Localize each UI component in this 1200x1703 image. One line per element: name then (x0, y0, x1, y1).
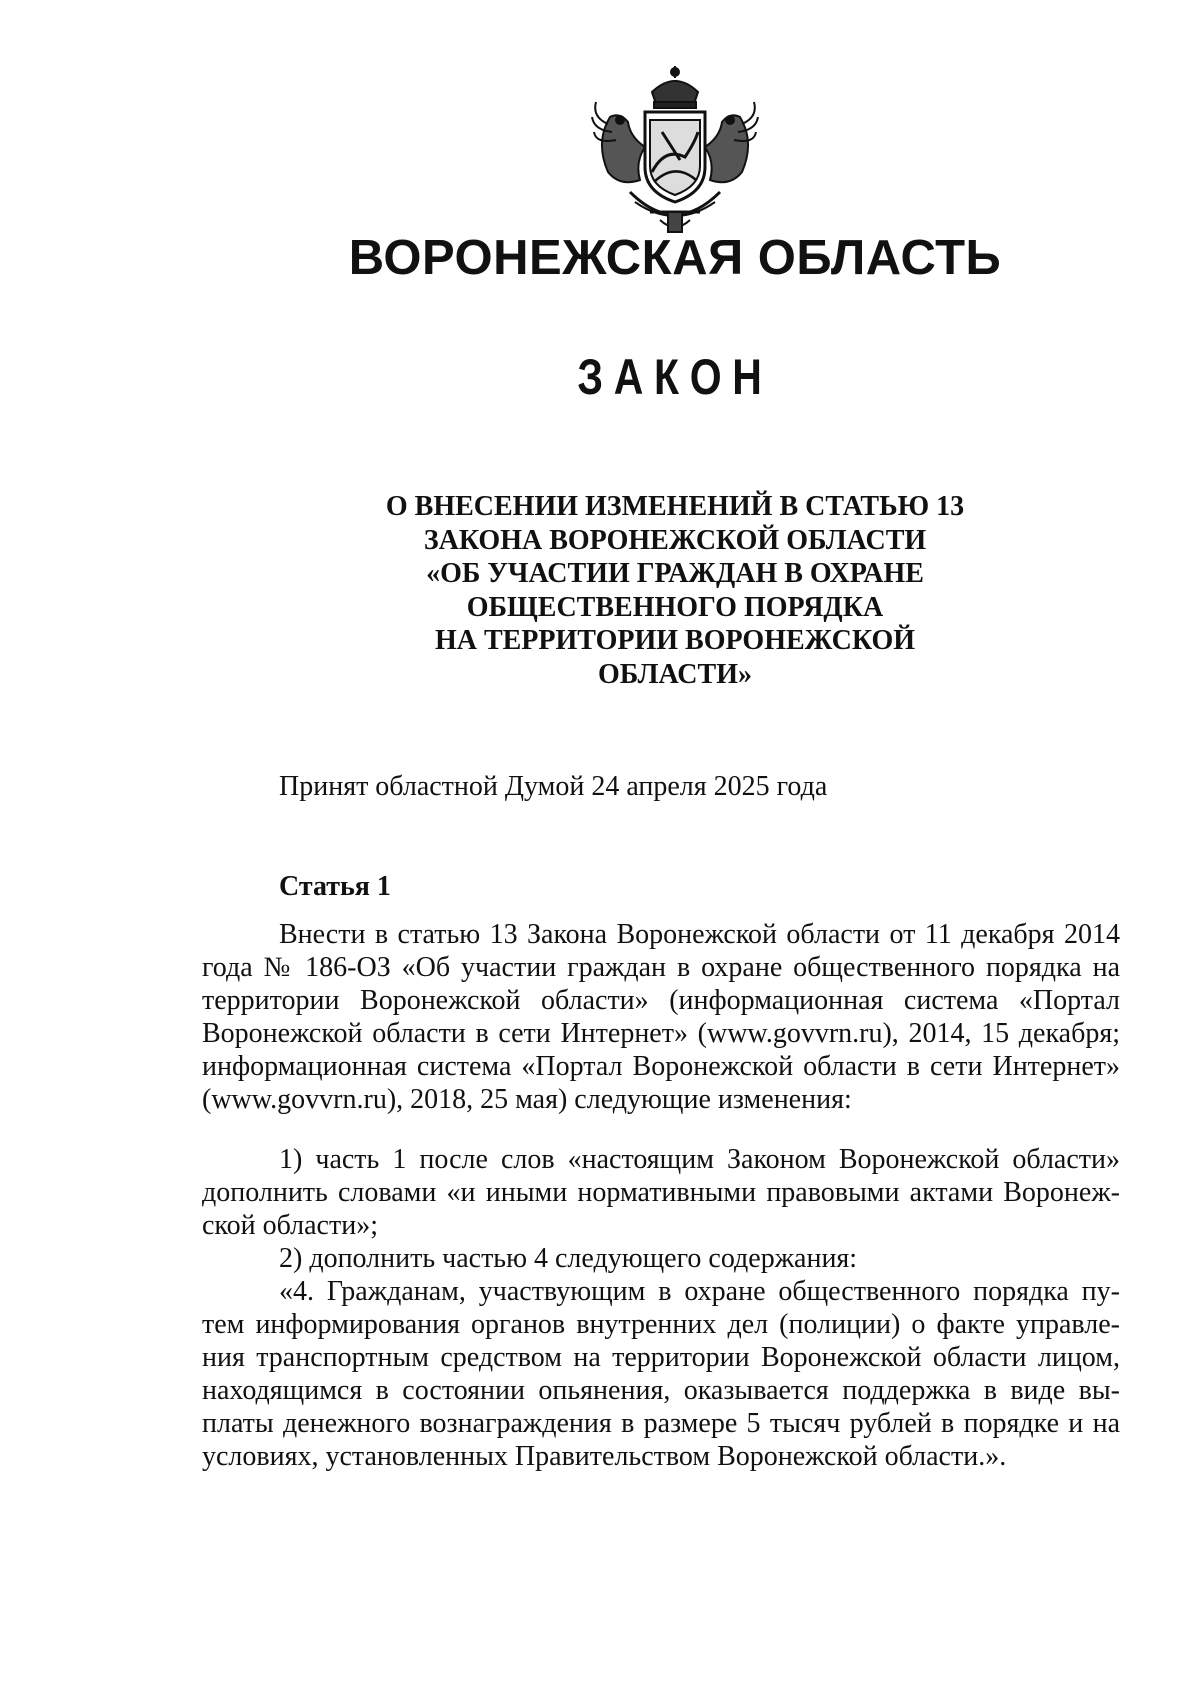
law-title-line: «ОБ УЧАСТИИ ГРАЖДАН В ОХРАНЕ (426, 558, 924, 589)
article-title: Статья 1 (279, 871, 391, 902)
law-title (350, 490, 1000, 691)
text-line: «4. Гражданам, участвующим в охране общественного порядка пу- (279, 1276, 1120, 1307)
document-type: ЗАКОН (577, 349, 773, 405)
text-line: года № 186-ОЗ «Об участии граждан в охране общественного порядка на (202, 952, 1120, 983)
text-line: Воронежской области в сети Интернет» (www.govvrn.ru), 2014, 15 декабря; (202, 1018, 1120, 1049)
article-intro (202, 918, 1120, 1116)
article-item-2 (202, 1242, 1120, 1275)
law-title-line: ЗАКОНА ВОРОНЕЖСКОЙ ОБЛАСТИ (423, 524, 927, 556)
text-line: Внести в статью 13 Закона Воронежской области от 11 декабря 2014 (279, 919, 1120, 950)
article-item-1 (202, 1143, 1120, 1242)
text-line: тем информирования органов внутренних дел (полиции) о факте управле- (202, 1309, 1120, 1340)
text-line: ния транспортным средством на территории Воронежской области лицом, (202, 1342, 1120, 1373)
law-title-line: ОБЛАСТИ» (598, 658, 752, 690)
text-line: 2) дополнить частью 4 следующего содержания: (279, 1243, 858, 1274)
text-line: 1) часть 1 после слов «настоящим Законом Воронежской области» (279, 1144, 1120, 1175)
law-title-line: ОБЩЕСТВЕННОГО ПОРЯДКА (466, 591, 884, 623)
text-line: условиях, установленных Правительством Воронежской области.». (202, 1441, 1007, 1472)
text-line: находящимся в состоянии опьянения, оказывается поддержка в виде вы- (202, 1375, 1120, 1406)
text-line: ской области»; (202, 1210, 378, 1241)
article-body (202, 918, 1120, 1473)
text-line: территории Воронежской области» (информационная система «Портал (202, 985, 1120, 1016)
law-title-line: НА ТЕРРИТОРИИ ВОРОНЕЖСКОЙ (434, 625, 916, 656)
adoption-note: Принят областной Думой 24 апреля 2025 года (279, 771, 828, 802)
text-line: дополнить словами «и иными нормативными правовыми актами Воронеж- (202, 1177, 1120, 1208)
article-quote (202, 1275, 1120, 1473)
text-line: (www.govvrn.ru), 2018, 25 мая) следующие изменения: (202, 1084, 852, 1115)
law-title-line: О ВНЕСЕНИИ ИЗМЕНЕНИЙ В СТАТЬЮ 13 (385, 491, 965, 522)
text-line: информационная система «Портал Воронежской области в сети Интернет» (202, 1051, 1120, 1082)
text-line: платы денежного вознаграждения в размере 5 тысяч рублей в порядке и на (202, 1408, 1120, 1439)
coat-of-arms-icon (590, 62, 760, 242)
region-title: ВОРОНЕЖСКАЯ ОБЛАСТЬ (348, 231, 1002, 285)
